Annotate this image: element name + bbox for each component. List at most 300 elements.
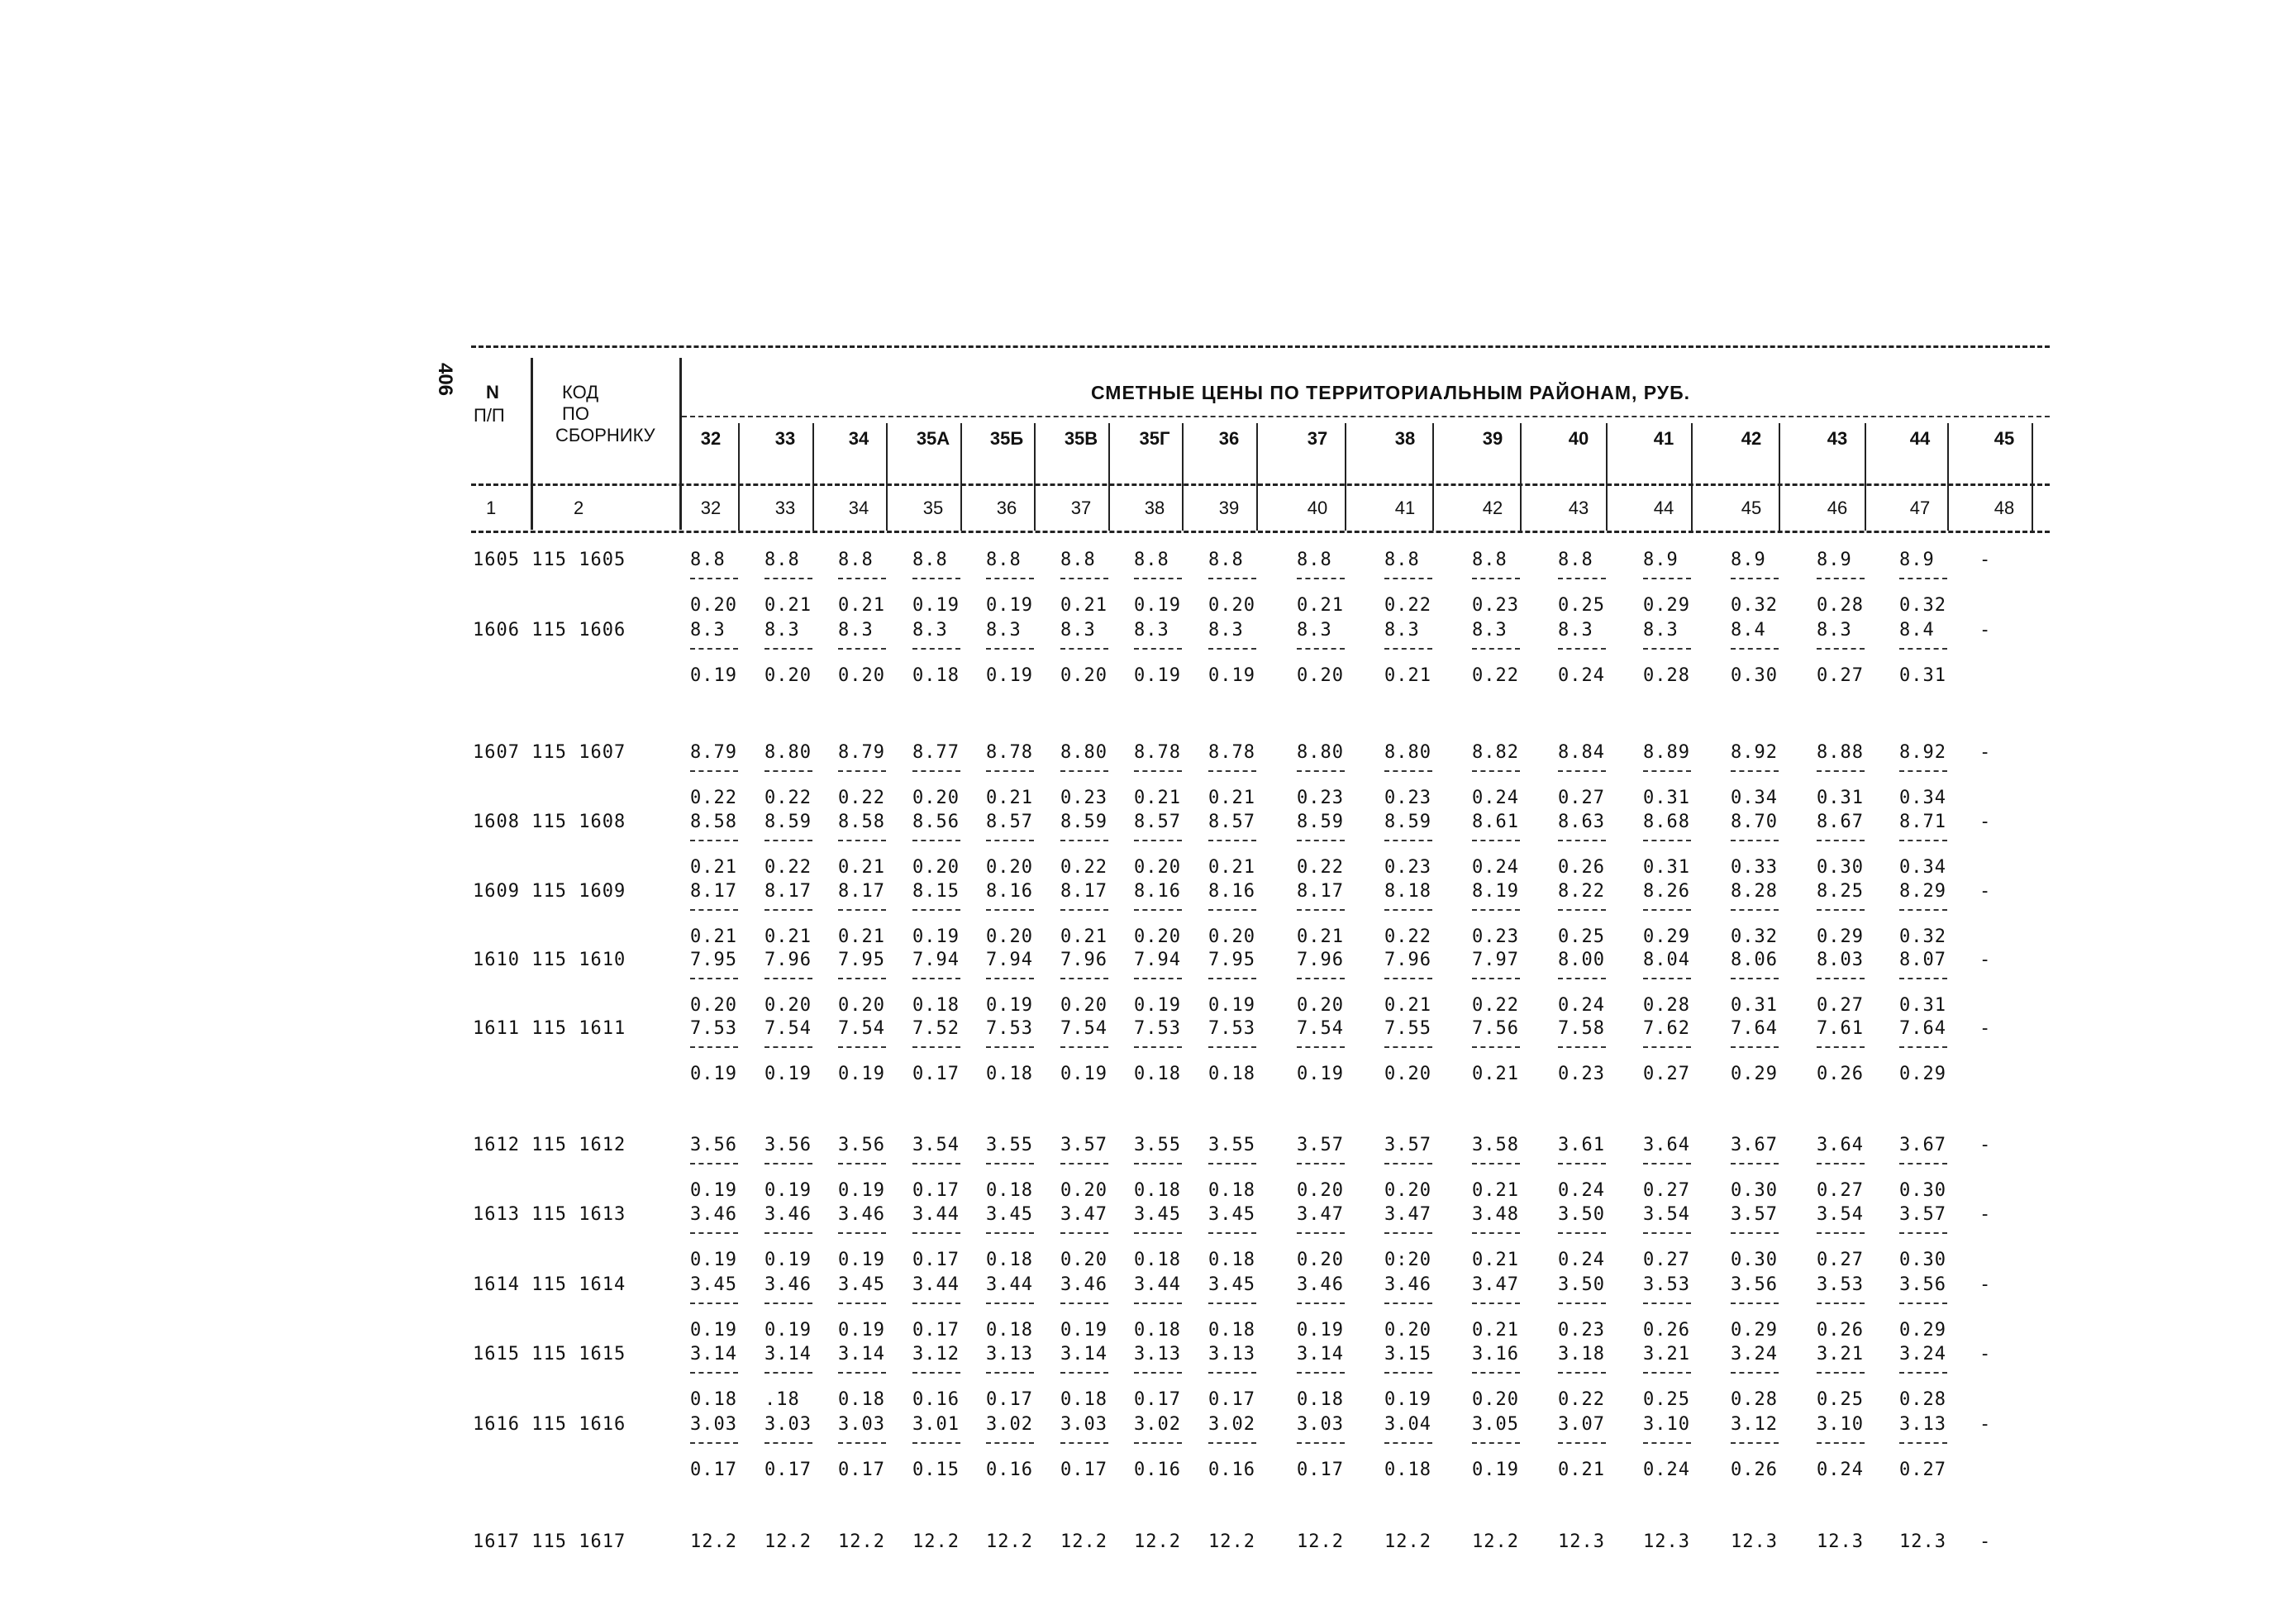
fraction-line — [1643, 1372, 1691, 1374]
fraction-line — [1817, 578, 1865, 579]
price-sub-value: 0.27 — [1817, 1180, 1864, 1201]
price-value: 8.8 — [690, 550, 726, 570]
fraction-line — [1297, 1372, 1345, 1374]
price-value: 8.84 — [1558, 742, 1605, 763]
fraction-line — [1731, 1372, 1779, 1374]
fraction-line — [765, 1303, 812, 1304]
fraction-line — [1060, 1372, 1108, 1374]
price-value: 8.8 — [912, 550, 948, 570]
price-value: 8.17 — [765, 881, 812, 902]
header-subrule — [682, 416, 2050, 417]
price-sub-value: 0.20 — [1060, 665, 1108, 686]
fraction-line — [912, 648, 960, 650]
price-sub-value: 0.24 — [1472, 788, 1519, 808]
price-sub-value: 0.20 — [765, 995, 812, 1016]
price-value: 7.64 — [1731, 1018, 1778, 1039]
fraction-line — [690, 978, 738, 979]
fraction-line — [912, 1163, 960, 1164]
price-sub-value: 0.18 — [1134, 1064, 1181, 1084]
fraction-line — [912, 1372, 960, 1374]
fraction-line — [765, 770, 812, 772]
price-sub-value: 0.30 — [1731, 1250, 1778, 1270]
price-sub-value: 0.21 — [1384, 995, 1431, 1016]
price-value: 8.3 — [690, 620, 726, 641]
fraction-line — [1134, 1046, 1182, 1048]
fraction-line — [1297, 1232, 1345, 1234]
price-value: 8.4 — [1899, 620, 1935, 641]
price-value: 3.02 — [1208, 1414, 1255, 1435]
colnum-label: 32 — [700, 498, 722, 518]
price-value: 8.9 — [1817, 550, 1852, 570]
price-value: 12.3 — [1731, 1531, 1778, 1552]
price-value: 7.64 — [1899, 1018, 1946, 1039]
fraction-line — [765, 978, 812, 979]
price-value: 7.94 — [912, 950, 960, 970]
price-value: 7.56 — [1472, 1018, 1519, 1039]
fraction-line — [1384, 1303, 1432, 1304]
price-value: 3.02 — [986, 1414, 1033, 1435]
price-value: 7.54 — [1060, 1018, 1108, 1039]
price-value: 3.67 — [1899, 1135, 1946, 1155]
price-sub-value: 0.18 — [1297, 1389, 1344, 1410]
fraction-line — [765, 1232, 812, 1234]
price-value: 3.03 — [765, 1414, 812, 1435]
price-sub-value: 0.21 — [1472, 1180, 1519, 1201]
empty-cell-dash: - — [1979, 1531, 1991, 1552]
price-sub-value: 0.24 — [1558, 1250, 1605, 1270]
fraction-line — [986, 840, 1034, 841]
price-sub-value: 0.26 — [1558, 857, 1605, 878]
fraction-line — [838, 1232, 886, 1234]
price-value: 3.57 — [1731, 1204, 1778, 1225]
price-sub-value: 0.17 — [838, 1460, 885, 1480]
fraction-line — [912, 840, 960, 841]
price-value: 8.3 — [1643, 620, 1679, 641]
fraction-line — [912, 1442, 960, 1444]
fraction-line — [1134, 648, 1182, 650]
price-value: 7.95 — [1208, 950, 1255, 970]
price-value: 8.71 — [1899, 812, 1946, 832]
fraction-line — [765, 648, 812, 650]
price-value: 3.21 — [1817, 1344, 1864, 1364]
price-value: 3.55 — [1134, 1135, 1181, 1155]
price-value: 8.58 — [690, 812, 737, 832]
price-value: 8.4 — [1731, 620, 1766, 641]
fraction-line — [1060, 648, 1108, 650]
price-value: 3.14 — [1060, 1344, 1108, 1364]
price-sub-value: 0.30 — [1731, 1180, 1778, 1201]
fraction-line — [690, 578, 738, 579]
price-sub-value: 0.18 — [1060, 1389, 1108, 1410]
price-sub-value: 0.24 — [1558, 665, 1605, 686]
price-sub-value: 0.20 — [838, 665, 885, 686]
colnum-label: 43 — [1568, 498, 1589, 518]
fraction-line — [1643, 909, 1691, 911]
price-value: 3.46 — [690, 1204, 737, 1225]
price-value: 3.04 — [1384, 1414, 1431, 1435]
fraction-line — [1643, 1232, 1691, 1234]
colnum-label: 37 — [1070, 498, 1092, 518]
price-sub-value: 0.23 — [1558, 1320, 1605, 1341]
price-value: 12.3 — [1899, 1531, 1946, 1552]
fraction-line — [1060, 840, 1108, 841]
fraction-line — [912, 1232, 960, 1234]
price-value: 8.57 — [1134, 812, 1181, 832]
price-sub-value: 0.19 — [765, 1250, 812, 1270]
fraction-line — [1472, 578, 1520, 579]
price-value: 3.47 — [1472, 1274, 1519, 1295]
row-code: 1609 115 1609 — [473, 881, 626, 902]
price-value: 12.2 — [690, 1531, 737, 1552]
price-sub-value: 0.32 — [1899, 595, 1946, 616]
fraction-line — [765, 840, 812, 841]
fraction-line — [1643, 1163, 1691, 1164]
price-sub-value: 0.19 — [838, 1250, 885, 1270]
fraction-line — [1297, 909, 1345, 911]
price-sub-value: 0.19 — [690, 1320, 737, 1341]
price-value: 3.13 — [1899, 1414, 1946, 1435]
price-sub-value: 0.21 — [1297, 595, 1344, 616]
price-value: 7.96 — [1060, 950, 1108, 970]
price-value: 8.8 — [1297, 550, 1332, 570]
fraction-line — [1297, 840, 1345, 841]
fraction-line — [690, 648, 738, 650]
fraction-line — [1817, 1372, 1865, 1374]
region-code: 37 — [1307, 428, 1328, 449]
price-value: 12.2 — [1472, 1531, 1519, 1552]
region-code: 43 — [1827, 428, 1848, 449]
empty-cell-dash: - — [1979, 1018, 1991, 1039]
colnum-label: 38 — [1144, 498, 1165, 518]
price-value: 8.17 — [690, 881, 737, 902]
price-sub-value: 0.17 — [1134, 1389, 1181, 1410]
price-sub-value: 0.30 — [1899, 1180, 1946, 1201]
fraction-line — [1817, 1232, 1865, 1234]
price-value: 8.89 — [1643, 742, 1690, 763]
price-value: 12.3 — [1643, 1531, 1690, 1552]
price-sub-value: 0.22 — [765, 857, 812, 878]
price-sub-value: 0.27 — [1643, 1180, 1690, 1201]
price-value: 3.45 — [690, 1274, 737, 1295]
price-sub-value: 0.22 — [765, 788, 812, 808]
table-title: СМЕТНЫЕ ЦЕНЫ ПО ТЕРРИТОРИАЛЬНЫМ РАЙОНАМ, РУБ. — [1091, 382, 1691, 403]
fraction-line — [838, 840, 886, 841]
price-sub-value: 0.22 — [1558, 1389, 1605, 1410]
price-sub-value: 0.19 — [1208, 665, 1255, 686]
price-sub-value: 0.23 — [1384, 788, 1431, 808]
price-value: 8.19 — [1472, 881, 1519, 902]
price-sub-value: 0.34 — [1899, 857, 1946, 878]
price-value: 8.59 — [765, 812, 812, 832]
fraction-line — [1208, 840, 1256, 841]
price-value: 3.45 — [986, 1204, 1033, 1225]
fraction-line — [1384, 909, 1432, 911]
price-value: 8.88 — [1817, 742, 1864, 763]
price-sub-value: 0.27 — [1899, 1460, 1946, 1480]
fraction-line — [1731, 1232, 1779, 1234]
price-value: 3.02 — [1134, 1414, 1181, 1435]
fraction-line — [1817, 909, 1865, 911]
empty-cell-dash: - — [1979, 881, 1991, 902]
price-value: 3.45 — [1134, 1204, 1181, 1225]
price-value: 8.8 — [765, 550, 800, 570]
region-code: 35Г — [1139, 428, 1170, 449]
fraction-line — [1817, 648, 1865, 650]
fraction-line — [838, 1442, 886, 1444]
price-value: 7.96 — [765, 950, 812, 970]
price-value: 3.03 — [838, 1414, 885, 1435]
fraction-line — [1060, 1046, 1108, 1048]
fraction-line — [1817, 1163, 1865, 1164]
fraction-line — [1643, 978, 1691, 979]
price-value: 8.78 — [986, 742, 1033, 763]
price-value: 8.80 — [765, 742, 812, 763]
fraction-line — [1134, 909, 1182, 911]
price-sub-value: 0.29 — [1731, 1064, 1778, 1084]
price-value: 12.2 — [765, 1531, 812, 1552]
price-sub-value: 0.31 — [1643, 857, 1690, 878]
price-sub-value: 0.20 — [986, 857, 1033, 878]
row-code: 1613 115 1613 — [473, 1204, 626, 1225]
price-value: 3.44 — [1134, 1274, 1181, 1295]
price-sub-value: 0.29 — [1899, 1064, 1946, 1084]
price-sub-value: 0.19 — [1060, 1064, 1108, 1084]
price-value: 8.17 — [1297, 881, 1344, 902]
price-sub-value: 0.21 — [838, 857, 885, 878]
price-value: 7.94 — [1134, 950, 1181, 970]
price-sub-value: 0.17 — [986, 1389, 1033, 1410]
fraction-line — [1297, 648, 1345, 650]
price-value: 3.46 — [765, 1274, 812, 1295]
price-sub-value: 0.29 — [1643, 926, 1690, 947]
price-sub-value: 0.28 — [1643, 665, 1690, 686]
fraction-line — [1643, 1442, 1691, 1444]
fraction-line — [1384, 1163, 1432, 1164]
price-value: 3.54 — [1817, 1204, 1864, 1225]
fraction-line — [690, 840, 738, 841]
fraction-line — [1297, 770, 1345, 772]
price-value: 3.14 — [1297, 1344, 1344, 1364]
price-sub-value: 0.17 — [690, 1460, 737, 1480]
fraction-line — [1731, 1163, 1779, 1164]
fraction-line — [1558, 770, 1606, 772]
region-code: 38 — [1394, 428, 1416, 449]
price-value: 8.9 — [1643, 550, 1679, 570]
price-value: 3.13 — [1208, 1344, 1255, 1364]
price-sub-value: 0.21 — [1472, 1064, 1519, 1084]
price-sub-value: 0.34 — [1731, 788, 1778, 808]
price-sub-value: 0.19 — [690, 1064, 737, 1084]
region-code: 44 — [1909, 428, 1931, 449]
region-code: 45 — [1994, 428, 2015, 449]
price-sub-value: 0.19 — [1297, 1064, 1344, 1084]
fraction-line — [690, 1163, 738, 1164]
price-sub-value: 0.26 — [1731, 1460, 1778, 1480]
price-value: 3.14 — [765, 1344, 812, 1364]
colnum-label: 2 — [574, 498, 584, 518]
price-value: 8.8 — [1134, 550, 1169, 570]
price-sub-value: 0.19 — [1134, 995, 1181, 1016]
price-sub-value: 0.15 — [912, 1460, 960, 1480]
price-value: 3.03 — [1297, 1414, 1344, 1435]
price-sub-value: 0.23 — [1060, 788, 1108, 808]
fraction-line — [690, 909, 738, 911]
fraction-line — [765, 909, 812, 911]
row-code: 1612 115 1612 — [473, 1135, 626, 1155]
price-value: 3.16 — [1472, 1344, 1519, 1364]
region-code: 33 — [774, 428, 796, 449]
price-value: 8.25 — [1817, 881, 1864, 902]
price-sub-value: 0.19 — [912, 595, 960, 616]
price-sub-value: 0.30 — [1731, 665, 1778, 686]
price-sub-value: 0.20 — [1208, 595, 1255, 616]
fraction-line — [1384, 578, 1432, 579]
fraction-line — [986, 1303, 1034, 1304]
price-value: 7.62 — [1643, 1018, 1690, 1039]
fraction-line — [1643, 1046, 1691, 1048]
region-code: 35В — [1064, 428, 1098, 449]
price-value: 8.92 — [1731, 742, 1778, 763]
price-sub-value: 0.23 — [1472, 926, 1519, 947]
fraction-line — [1731, 978, 1779, 979]
price-sub-value: 0.32 — [1731, 926, 1778, 947]
header-po: ПО — [562, 403, 589, 424]
fraction-line — [1134, 1232, 1182, 1234]
price-value: 8.3 — [1817, 620, 1852, 641]
empty-cell-dash: - — [1979, 620, 1991, 641]
fraction-line — [986, 1046, 1034, 1048]
price-sub-value: 0.18 — [912, 665, 960, 686]
price-value: 8.77 — [912, 742, 960, 763]
price-value: 3.45 — [1208, 1204, 1255, 1225]
price-value: 8.16 — [986, 881, 1033, 902]
fraction-line — [1558, 1163, 1606, 1164]
fraction-line — [838, 648, 886, 650]
colnum-label: 48 — [1994, 498, 2015, 518]
price-sub-value: 0.17 — [765, 1460, 812, 1480]
fraction-line — [1731, 648, 1779, 650]
price-value: 8.03 — [1817, 950, 1864, 970]
price-value: 3.57 — [1899, 1204, 1946, 1225]
row-code: 1614 115 1614 — [473, 1274, 626, 1295]
fraction-line — [1558, 578, 1606, 579]
fraction-line — [1472, 1046, 1520, 1048]
price-sub-value: 0.20 — [1060, 1250, 1108, 1270]
price-value: 7.53 — [690, 1018, 737, 1039]
header-bottom-rule — [471, 531, 2050, 533]
fraction-line — [838, 578, 886, 579]
price-value: 12.2 — [838, 1531, 885, 1552]
fraction-line — [1060, 1303, 1108, 1304]
price-value: 3.55 — [1208, 1135, 1255, 1155]
colnum-label: 45 — [1741, 498, 1762, 518]
price-sub-value: 0.24 — [1558, 995, 1605, 1016]
price-sub-value: 0.19 — [765, 1180, 812, 1201]
price-sub-value: 0:20 — [1384, 1250, 1431, 1270]
row-code: 1611 115 1611 — [473, 1018, 626, 1039]
fraction-line — [986, 578, 1034, 579]
fraction-line — [838, 1046, 886, 1048]
price-value: 3.45 — [838, 1274, 885, 1295]
fraction-line — [1134, 578, 1182, 579]
price-sub-value: 0.19 — [1208, 995, 1255, 1016]
price-sub-value: 0.19 — [690, 1180, 737, 1201]
price-value: 8.57 — [986, 812, 1033, 832]
price-sub-value: 0.26 — [1817, 1320, 1864, 1341]
fraction-line — [1899, 1442, 1947, 1444]
price-value: 8.06 — [1731, 950, 1778, 970]
price-value: 12.2 — [1208, 1531, 1255, 1552]
fraction-line — [1472, 1232, 1520, 1234]
price-value: 8.59 — [1060, 812, 1108, 832]
price-value: 7.95 — [838, 950, 885, 970]
price-sub-value: 0.16 — [986, 1460, 1033, 1480]
price-value: 8.3 — [1297, 620, 1332, 641]
price-value: 8.3 — [1134, 620, 1169, 641]
price-value: 8.15 — [912, 881, 960, 902]
fraction-line — [1472, 1442, 1520, 1444]
price-value: 3.47 — [1384, 1204, 1431, 1225]
price-value: 8.16 — [1134, 881, 1181, 902]
price-sub-value: 0.19 — [986, 595, 1033, 616]
fraction-line — [1208, 1442, 1256, 1444]
price-value: 12.3 — [1817, 1531, 1864, 1552]
fraction-line — [1558, 1442, 1606, 1444]
price-sub-value: 0.21 — [1472, 1250, 1519, 1270]
fraction-line — [1899, 909, 1947, 911]
price-value: 3.24 — [1731, 1344, 1778, 1364]
price-value: 3.50 — [1558, 1204, 1605, 1225]
fraction-line — [1208, 978, 1256, 979]
fraction-line — [1208, 578, 1256, 579]
fraction-line — [765, 1442, 812, 1444]
header-sborniku: СБОРНИКУ — [555, 425, 655, 445]
region-code: 40 — [1568, 428, 1589, 449]
price-sub-value: 0.18 — [690, 1389, 737, 1410]
price-sub-value: 0.20 — [912, 788, 960, 808]
price-value: 12.2 — [986, 1531, 1033, 1552]
fraction-line — [1060, 978, 1108, 979]
fraction-line — [1899, 1372, 1947, 1374]
region-code: 32 — [700, 428, 722, 449]
price-sub-value: 0.25 — [1817, 1389, 1864, 1410]
fraction-line — [1060, 770, 1108, 772]
fraction-line — [912, 978, 960, 979]
price-sub-value: 0.29 — [1643, 595, 1690, 616]
price-value: 3.57 — [1384, 1135, 1431, 1155]
fraction-line — [1060, 909, 1108, 911]
price-sub-value: 0.21 — [1208, 788, 1255, 808]
fraction-line — [986, 1163, 1034, 1164]
price-value: 3.46 — [765, 1204, 812, 1225]
fraction-line — [765, 1372, 812, 1374]
price-value: 3.56 — [1899, 1274, 1946, 1295]
fraction-line — [1208, 909, 1256, 911]
price-sub-value: 0.19 — [1134, 595, 1181, 616]
fraction-line — [1558, 1303, 1606, 1304]
price-value: 8.07 — [1899, 950, 1946, 970]
empty-cell-dash: - — [1979, 812, 1991, 832]
fraction-line — [838, 978, 886, 979]
price-value: 3.53 — [1817, 1274, 1864, 1295]
price-sub-value: 0.18 — [838, 1389, 885, 1410]
price-sub-value: 0.17 — [912, 1180, 960, 1201]
region-code: 35Б — [989, 428, 1024, 449]
price-sub-value: 0.26 — [1817, 1064, 1864, 1084]
price-sub-value: 0.28 — [1817, 595, 1864, 616]
fraction-line — [1384, 648, 1432, 650]
price-sub-value: 0.18 — [1134, 1180, 1181, 1201]
